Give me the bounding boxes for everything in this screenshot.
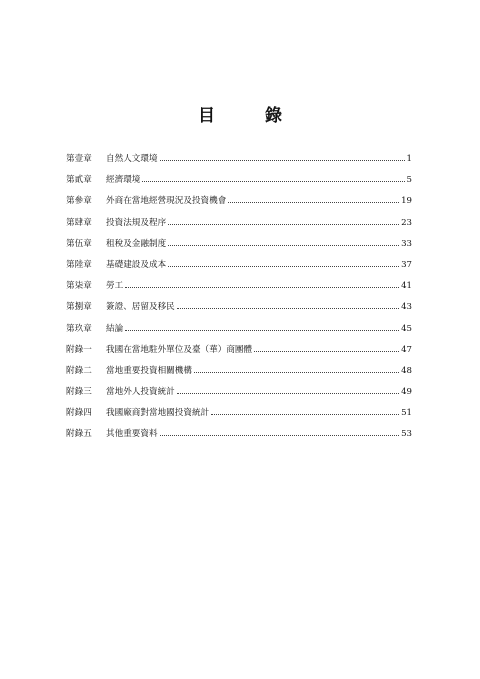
toc-entry-page: 43	[401, 302, 412, 313]
toc-entry-title: 基礎建設及成本	[106, 259, 167, 270]
toc-entry	[66, 237, 412, 258]
toc-entry-page: 51	[401, 408, 412, 419]
toc-entry-title: 自然人文環境	[106, 154, 158, 164]
toc-entry-page: 5	[406, 175, 412, 186]
toc-entry	[66, 300, 412, 321]
toc-entry	[66, 173, 412, 194]
toc-dot-leader	[168, 223, 399, 225]
toc-entry-title: 當地外人投資統計	[106, 387, 175, 398]
toc-entry-page: 47	[401, 344, 412, 355]
toc-dot-leader	[168, 244, 399, 246]
toc-entry-title: 結論	[106, 323, 124, 334]
toc-entry-number: 附錄二	[66, 365, 92, 376]
toc-entry-page: 49	[401, 387, 412, 398]
toc-entry-page: 23	[401, 217, 412, 228]
toc-entry-number: 第參章	[66, 196, 92, 207]
toc-entry-title: 投資法規及程序	[106, 217, 167, 228]
toc-entry-page: 41	[401, 281, 412, 292]
toc-entry-number: 第陸章	[66, 259, 92, 270]
toc-entry-page: 48	[401, 365, 412, 376]
toc-entry	[66, 322, 412, 343]
toc-dot-leader	[160, 434, 399, 436]
toc-dot-leader	[177, 307, 399, 309]
toc-entry-title: 租稅及金融制度	[106, 238, 167, 249]
toc-entry-number: 第貳章	[66, 175, 92, 186]
toc-entry-page: 37	[401, 259, 412, 270]
toc-entry-number: 第玖章	[66, 323, 92, 334]
toc-entry-page: 1	[406, 154, 412, 164]
toc-entry-title: 我國在當地駐外單位及臺（華）商團體	[106, 344, 253, 355]
toc-dot-leader	[228, 201, 399, 203]
toc-entry	[66, 406, 412, 427]
toc-entry	[66, 216, 412, 237]
toc-dot-leader	[160, 159, 405, 161]
toc-entry	[66, 279, 412, 300]
toc-entry-title: 當地重要投資相關機構	[106, 365, 192, 376]
toc-entry-title: 其他重要資料	[106, 429, 158, 440]
toc-entry	[66, 258, 412, 279]
toc-entry-number: 附錄四	[66, 408, 92, 419]
toc-entry-number: 附錄五	[66, 429, 92, 440]
toc-entry-number: 第肆章	[66, 217, 92, 228]
toc-entry	[66, 194, 412, 215]
toc-entry-title: 勞工	[106, 281, 124, 292]
toc-entry-title: 外商在當地經營現況及投資機會	[106, 196, 227, 207]
toc-entry-page: 53	[401, 429, 412, 440]
toc-dot-leader	[142, 180, 404, 182]
toc-entry-number: 第捌章	[66, 302, 92, 313]
toc-entry-number: 第壹章	[66, 154, 92, 164]
toc-entry-number: 第伍章	[66, 238, 92, 249]
toc-entry-page: 33	[401, 238, 412, 249]
toc-entry-number: 第柒章	[66, 281, 92, 292]
toc-entry	[66, 364, 412, 385]
toc-entry	[66, 152, 412, 173]
toc-title: 目 錄	[198, 106, 304, 126]
toc-dot-leader	[211, 413, 399, 415]
toc-dot-leader	[254, 350, 399, 352]
toc-entry-title: 經濟環境	[106, 175, 141, 186]
toc-entry-title: 簽證、居留及移民	[106, 302, 175, 313]
toc-entry-page: 19	[401, 196, 412, 207]
toc-entry	[66, 427, 412, 448]
toc-entry	[66, 385, 412, 406]
toc-dot-leader	[177, 392, 399, 394]
toc-entry-title: 我國廠商對當地國投資統計	[106, 408, 210, 419]
toc-entry	[66, 343, 412, 364]
toc-dot-leader	[194, 371, 399, 373]
toc-entry-number: 附錄一	[66, 344, 92, 355]
toc-entry-page: 45	[401, 323, 412, 334]
toc-entry-number: 附錄三	[66, 387, 92, 398]
toc-dot-leader	[125, 286, 399, 288]
toc-list	[66, 152, 412, 449]
toc-dot-leader	[168, 265, 399, 267]
toc-dot-leader	[125, 329, 399, 331]
